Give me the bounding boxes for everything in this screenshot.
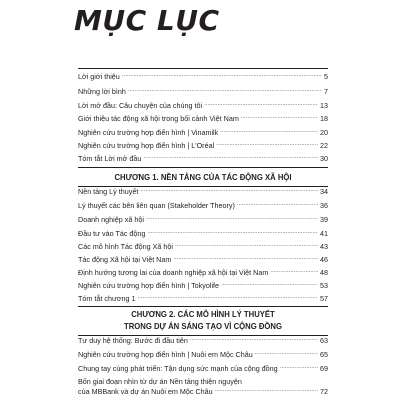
toc-entry-multiline <box>78 377 328 399</box>
dot-leader <box>241 113 318 123</box>
chapter-1-heading: CHƯƠNG 1. NỀN TẢNG CỦA TÁC ĐỘNG XÃ HỘI <box>114 172 292 182</box>
toc-entry-title: Lời mở đầu: Câu chuyện của chúng tôi <box>78 101 203 110</box>
dot-leader <box>215 386 318 396</box>
toc-entry-title: Nghiên cứu trường hợp điển hình | Vinamilk <box>78 128 219 137</box>
toc-entry <box>78 212 328 224</box>
toc-entry-page: 57 <box>320 294 328 303</box>
toc-entry-page: 65 <box>320 350 328 359</box>
toc-entry <box>78 184 328 196</box>
toc-entry-title: Các mô hình Tác động Xã hội <box>78 242 173 251</box>
toc-entry-title: Lý thuyết các bên liên quan (Stakeholder Theory) <box>78 201 235 210</box>
toc-entry-title: Tóm tắt Lời mở đầu <box>78 154 142 163</box>
dot-leader <box>220 127 318 137</box>
toc-entry-title-line1: Bốn giai đoạn nhìn từ dự án Nền tảng thiện nguyện <box>78 377 242 386</box>
dot-leader <box>137 293 318 303</box>
toc-entry-page: 22 <box>320 141 328 150</box>
toc-entry <box>78 333 328 345</box>
toc-entry-page: 41 <box>320 229 328 238</box>
toc-entry <box>78 226 328 238</box>
dot-leader <box>173 254 318 264</box>
toc-entry <box>78 252 328 264</box>
toc-entry-page: 5 <box>324 72 328 81</box>
toc-entry-page: 63 <box>320 336 328 345</box>
toc-entry-page: 36 <box>320 201 328 210</box>
dot-leader <box>128 86 322 96</box>
dot-leader <box>280 363 318 373</box>
toc-entry-title: Nghiên cứu trường hợp điển hình | L'Oréal <box>78 141 215 150</box>
dot-leader <box>122 71 322 81</box>
toc-entry <box>78 151 328 163</box>
toc-entry-title: Doanh nghiệp xã hội <box>78 215 144 224</box>
toc-entry-page: 46 <box>320 255 328 264</box>
toc-entry-title: Tóm tắt chương 1 <box>78 294 136 303</box>
dot-leader <box>255 349 318 359</box>
toc-entry-page: 43 <box>320 242 328 251</box>
toc-entry <box>78 98 328 110</box>
toc-entry <box>78 291 328 303</box>
dot-leader <box>147 228 318 238</box>
toc-entry-page: 39 <box>320 215 328 224</box>
dot-leader <box>221 280 318 290</box>
chapter-2-heading-line2: TRONG DỰ ÁN SÁNG TẠO VÌ CỘNG ĐỒNG <box>124 321 282 331</box>
toc-entry-page: 69 <box>320 364 328 373</box>
dot-leader <box>143 153 318 163</box>
section-divider <box>78 167 328 168</box>
toc-entry <box>78 138 328 150</box>
toc-entry <box>78 84 328 96</box>
page-title: MỤC LỤC <box>74 4 220 37</box>
toc-entry <box>78 265 328 277</box>
toc-entry-title: Những lời bình <box>78 87 126 96</box>
dot-leader <box>204 100 318 110</box>
toc-entry <box>78 125 328 137</box>
toc-entry-page: 34 <box>320 187 328 196</box>
dot-leader <box>146 214 318 224</box>
toc-entry-title: Lời giới thiệu <box>78 72 120 81</box>
toc-entry-page: 53 <box>320 281 328 290</box>
toc-entry-title: Nghiên cứu trường hợp điển hình | Nuôi em Mộc Châu <box>78 350 253 359</box>
toc-entry <box>78 239 328 251</box>
toc-entry-title: Nền tảng Lý thuyết <box>78 187 139 196</box>
toc-entry-title: Tác động Xã hội tại Việt Nam <box>78 255 172 264</box>
dot-leader <box>190 335 318 345</box>
dot-leader <box>140 186 318 196</box>
toc-entry-title: Giới thiệu tác động xã hội trong bối cảnh Việt Nam <box>78 114 239 123</box>
dot-leader <box>216 140 318 150</box>
toc-entry-title: Nghiên cứu trường hợp điển hình | Tokyolife <box>78 281 220 290</box>
toc-entry-title: Đầu tư vào Tác động <box>78 229 146 238</box>
toc-entry-line2 <box>78 386 328 396</box>
toc-entry-page: 7 <box>324 87 328 96</box>
toc-entry-title: Định hướng tương lai của doanh nghiệp xã hội tại Việt Nam <box>78 268 269 277</box>
toc-entry-page: 18 <box>320 114 328 123</box>
toc-entry <box>78 198 328 210</box>
dot-leader <box>270 267 318 277</box>
toc-entry-page: 72 <box>320 387 328 396</box>
chapter-2-heading-line1: CHƯƠNG 2. CÁC MÔ HÌNH LÝ THUYẾT <box>131 309 275 319</box>
dot-leader <box>237 200 318 210</box>
toc-entry <box>78 347 328 359</box>
section-divider <box>78 306 328 307</box>
toc-entry-page: 13 <box>320 101 328 110</box>
toc-entry-page: 48 <box>320 268 328 277</box>
toc-entry-title: Tư duy hệ thống: Bước đi đầu tiên <box>78 336 188 345</box>
toc-entry-title: Chung tay cùng phát triển: Tận dụng sức mạnh của cộng đồng <box>78 364 278 373</box>
toc-entry <box>78 111 328 123</box>
toc-entry <box>78 361 328 373</box>
toc-entry <box>78 278 328 290</box>
toc-entry-page: 20 <box>320 128 328 137</box>
toc-entry-page: 30 <box>320 154 328 163</box>
toc-entry-title-line2: của MBBank và dự án Nuôi em Mộc Châu <box>78 387 213 396</box>
dot-leader <box>175 241 318 251</box>
toc-entry <box>78 69 328 81</box>
